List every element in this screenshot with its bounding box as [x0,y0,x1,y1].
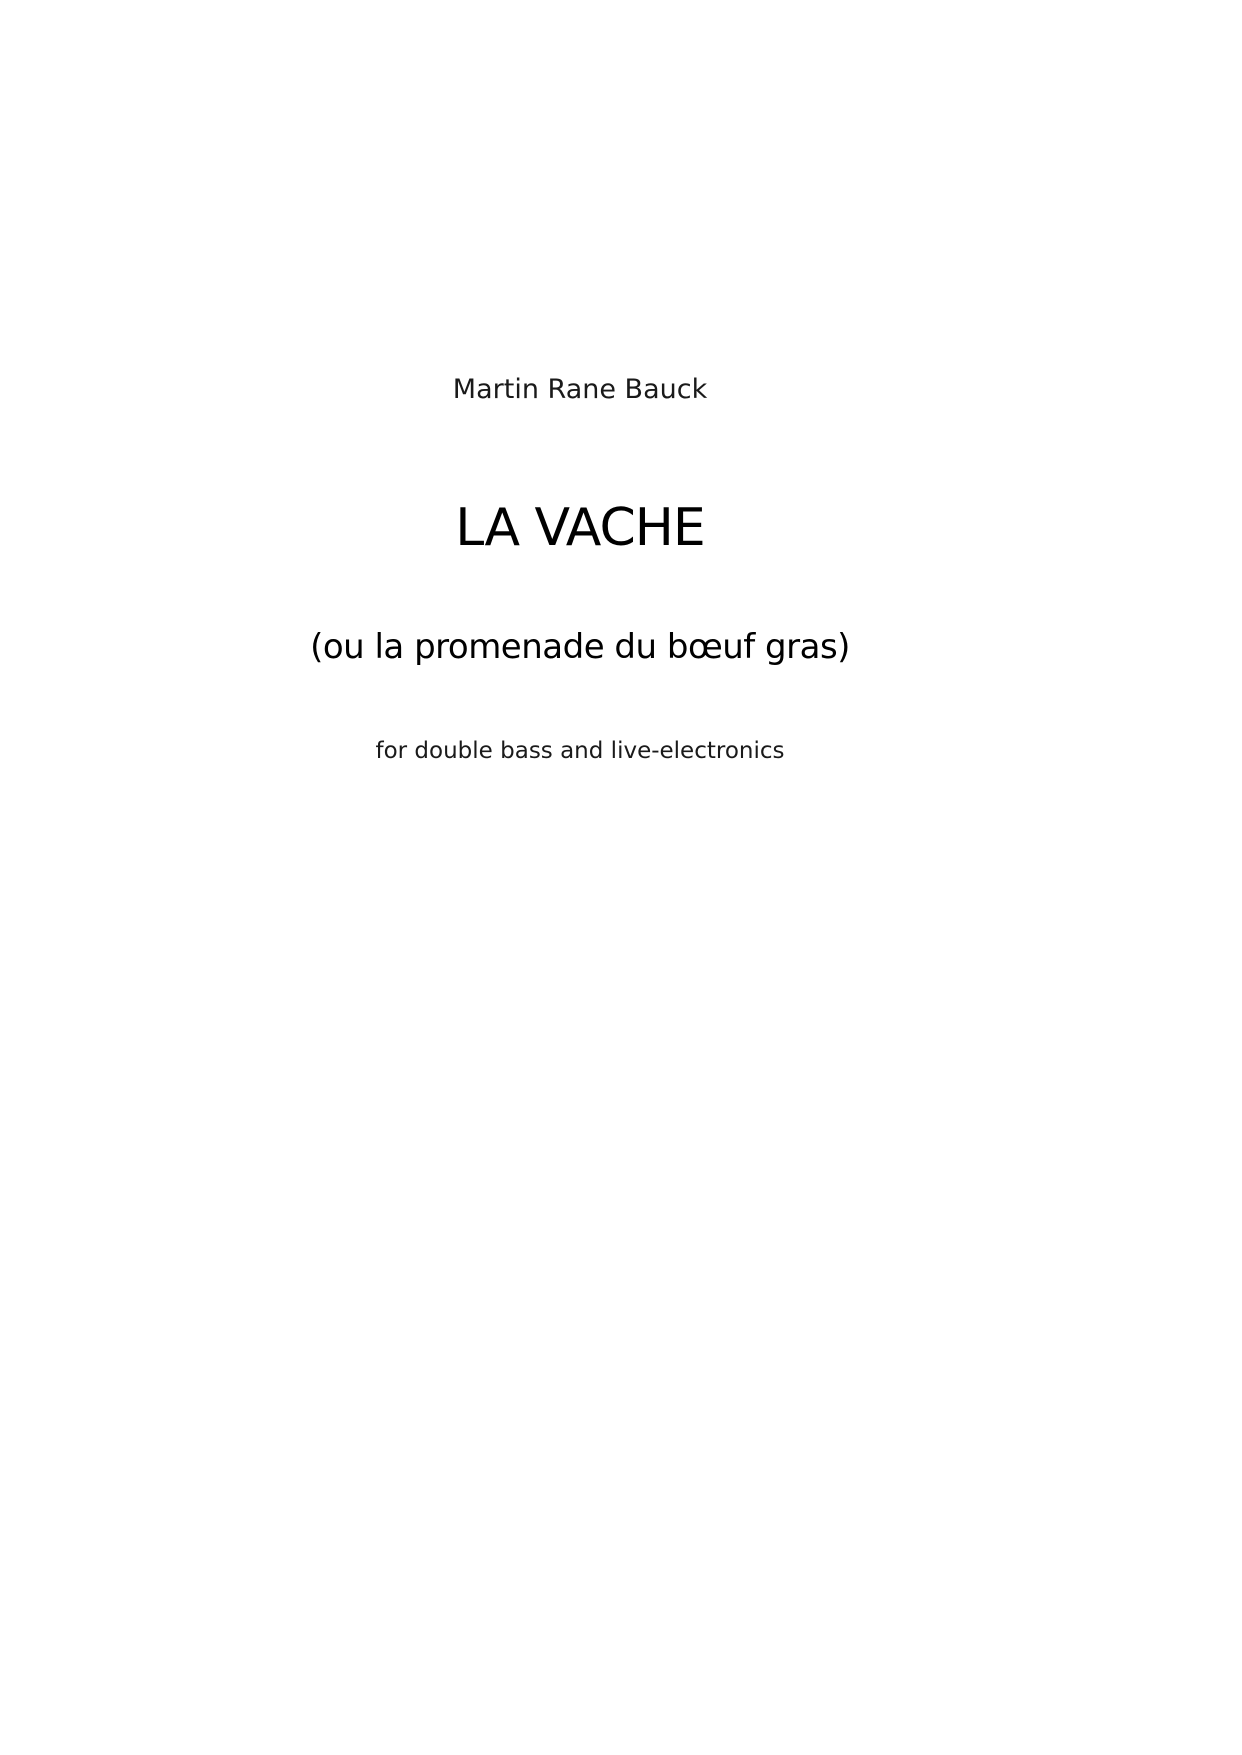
instrumentation-text: for double bass and live-electronics [375,738,785,764]
work-subtitle: (ou la promenade du bœuf gras) [310,627,850,667]
work-title: LA VACHE [455,498,705,558]
composer-name: Martin Rane Bauck [452,374,708,405]
